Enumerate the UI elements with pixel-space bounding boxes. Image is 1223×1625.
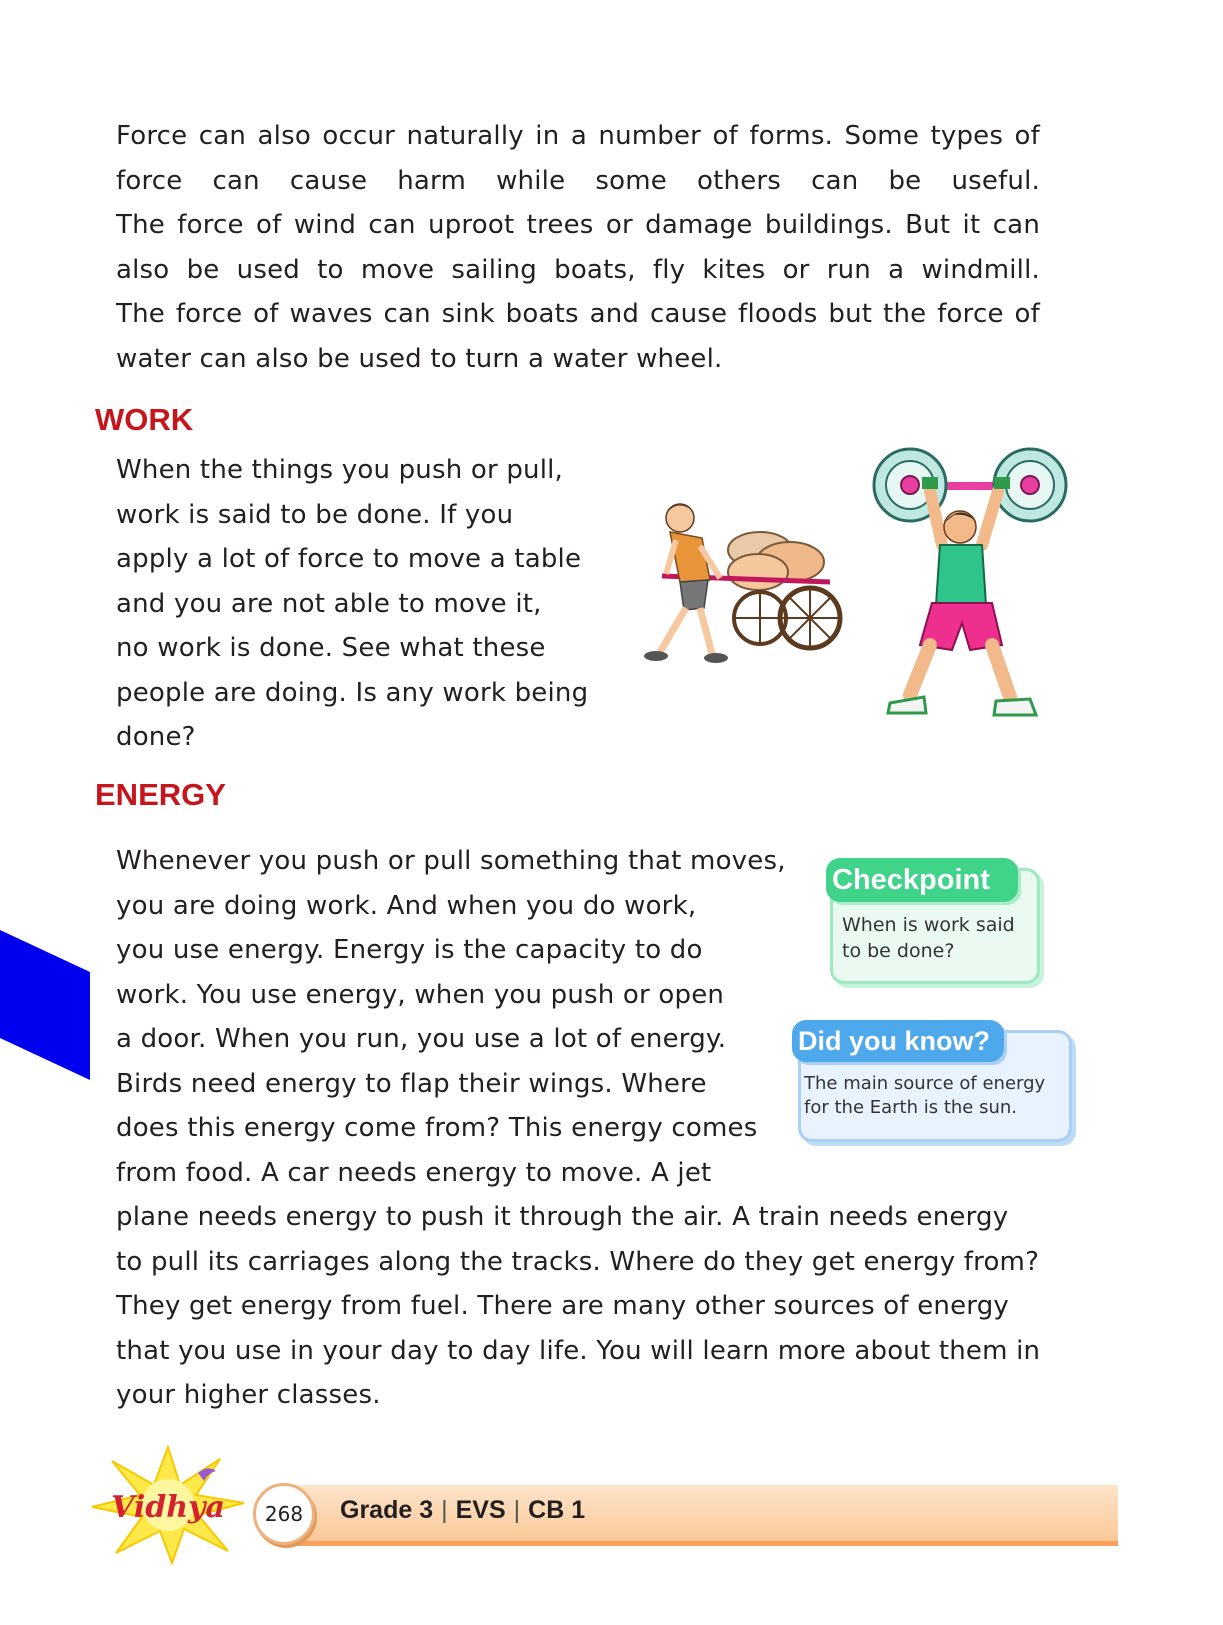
- did-you-know-text: [804, 1072, 1066, 1120]
- energy-heading: ENERGY: [95, 777, 226, 812]
- footer-grade: Grade 3: [340, 1496, 434, 1524]
- energy-line: Whenever you push or pull something that moves,: [116, 846, 786, 876]
- page-number: 268: [253, 1483, 315, 1545]
- intro-line: The force of waves can sink boats and cause floods but the force of: [116, 299, 1040, 329]
- energy-line: that you use in your day to day life. You will learn more about them in: [116, 1335, 1041, 1366]
- did-you-know-line: for the Earth is the sun.: [804, 1097, 1018, 1118]
- work-line: When the things you push or pull,: [116, 455, 564, 485]
- energy-paragraph-top: [116, 839, 806, 1195]
- did-you-know-title: Did you know?: [792, 1020, 1004, 1062]
- intro-paragraph: [116, 114, 1040, 381]
- energy-line: Birds need energy to flap their wings. Where: [116, 1068, 707, 1099]
- work-paragraph: [116, 448, 636, 760]
- side-tab: [0, 930, 90, 1080]
- vidhya-logo: [88, 1445, 248, 1565]
- work-line: done?: [116, 722, 196, 752]
- energy-line: your higher classes.: [116, 1380, 381, 1410]
- logo-text: Vidhya: [111, 1490, 225, 1525]
- footer-separator: |: [441, 1496, 448, 1524]
- intro-line: The force of wind can uproot trees or damage buildings. But it can: [116, 210, 1040, 240]
- energy-line: you are doing work. And when you do work,: [116, 890, 697, 921]
- energy-line: work. You use energy, when you push or open: [116, 979, 725, 1010]
- checkpoint-text: [842, 912, 1032, 964]
- energy-line: to pull its carriages along the tracks. Where do they get energy from?: [116, 1246, 1040, 1277]
- intro-line: also be used to move sailing boats, fly kites or run a windmill.: [116, 254, 1040, 285]
- energy-line: plane needs energy to push it through the air. A train needs energy: [116, 1202, 1009, 1232]
- boy-pushing-cart-icon: [640, 490, 850, 670]
- checkpoint-title: Checkpoint: [826, 858, 1018, 902]
- work-line: work is said to be done. If you: [116, 499, 514, 530]
- work-heading: WORK: [95, 402, 194, 437]
- footer-title: [340, 1496, 585, 1525]
- intro-line: force can cause harm while some others can be useful.: [116, 165, 1040, 196]
- intro-line: Force can also occur naturally in a number of forms. Some types of: [116, 121, 1040, 151]
- energy-line: does this energy come from? This energy comes: [116, 1113, 758, 1143]
- footer-separator: |: [513, 1496, 521, 1524]
- work-line: no work is done. See what these: [116, 633, 546, 663]
- energy-line: you use energy. Energy is the capacity to do: [116, 935, 703, 965]
- intro-line: water can also be used to turn a water wheel.: [116, 343, 723, 374]
- work-line: and you are not able to move it,: [116, 588, 542, 619]
- energy-paragraph-bottom: [116, 1195, 1076, 1418]
- checkpoint-line: to be done?: [842, 940, 955, 962]
- work-line: people are doing. Is any work being: [116, 677, 589, 708]
- energy-line: They get energy from fuel. There are many other sources of energy: [116, 1291, 1010, 1321]
- work-line: apply a lot of force to move a table: [116, 544, 582, 574]
- did-you-know-line: The main source of energy: [804, 1073, 1046, 1094]
- footer-subject: EVS: [455, 1496, 506, 1524]
- energy-line: from food. A car needs energy to move. A jet: [116, 1157, 712, 1188]
- weightlifter-icon: [870, 445, 1075, 725]
- checkpoint-line: When is work said: [842, 914, 1015, 936]
- footer-book: CB 1: [528, 1496, 586, 1524]
- energy-line: a door. When you run, you use a lot of energy.: [116, 1024, 727, 1054]
